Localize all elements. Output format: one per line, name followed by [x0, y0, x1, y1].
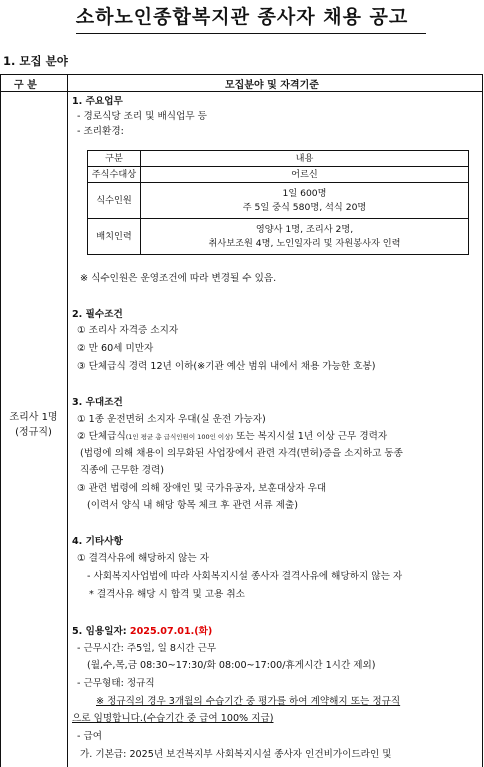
inner-header-value: 내용 — [141, 151, 469, 167]
appointment-heading-row — [72, 625, 480, 638]
preferred-item-2c: (법령에 의해 채용이 의무화된 사업장에서 관련 자격(면허)증을 소지하고 동종 — [80, 448, 403, 459]
inner-row2-value — [141, 183, 469, 219]
other-item-3: * 결격사유 해당 시 합격 및 고용 취소 — [89, 589, 245, 600]
appointment-heading: 5. 임용일자: — [72, 626, 130, 637]
required-heading: 2. 필수조건 — [72, 309, 123, 320]
inner-row1-value: 어르신 — [141, 167, 469, 183]
other-item-2: - 사회복지사업법에 따라 사회복지시설 종사자 결격사유에 해당하지 않는 자 — [87, 571, 403, 582]
required-item-2: ② 만 60세 미만자 — [77, 343, 154, 354]
section-heading: 1. 모집 분야 — [3, 54, 68, 68]
inner-row3-line1: 영양사 1명, 조리사 2명, — [255, 223, 354, 235]
inner-header-key: 구분 — [88, 151, 141, 167]
duty-item-2: - 조리환경: — [77, 126, 124, 137]
header-category: 구 분 — [14, 80, 37, 91]
header-criteria: 모집분야 및 자격기준 — [225, 80, 319, 91]
inner-row3-line2: 취사보조원 4명, 노인일자리 및 자원봉사자 인력 — [208, 237, 401, 249]
page-title-block — [0, 4, 484, 32]
appointment-pay-detail: 가. 기본급: 2025년 보건복지부 사회복지시설 종사자 인건비가이드라인 및 — [80, 749, 392, 760]
preferred-item-2b: 또는 복지시설 1년 이상 근무 경력자 — [233, 431, 388, 442]
appointment-pay: - 급여 — [77, 731, 103, 742]
required-item-1: ① 조리사 자격증 소지자 — [77, 325, 179, 336]
preferred-item-1: ① 1종 운전면허 소지자 우대(실 운전 가능자) — [77, 414, 266, 425]
position-name: 조리사 1명 — [9, 412, 58, 423]
appointment-hours: - 근무시간: 주5일, 일 8시간 근무 — [77, 643, 217, 654]
appointment-type-note-1: ※ 정규직의 경우 3개월의 수습기간 중 평가를 하여 계약해지 또는 정규직 — [96, 696, 401, 707]
preferred-item-2a: ② 단체급식 — [77, 431, 126, 442]
preferred-item-2-small: (1인 평균 총 급식인원이 100인 이상) — [125, 433, 234, 441]
inner-row2-line2: 주 5일 중식 580명, 석식 20명 — [242, 201, 367, 213]
duty-note: ※ 식수인원은 운영조건에 따라 변경될 수 있음. — [80, 273, 277, 284]
inner-row3-key: 배치인력 — [88, 219, 141, 255]
inner-row1-key: 주식수대상 — [88, 167, 141, 183]
other-item-1: ① 결격사유에 해당하지 않는 자 — [77, 553, 210, 564]
page-title: 소하노인종합복지관 종사자 채용 공고 — [75, 6, 409, 28]
preferred-item-2d: 직종에 근무한 경력) — [80, 465, 164, 476]
appointment-type-note-2: 으로 임명합니다.(수습기간 중 급여 100% 지급) — [72, 713, 274, 724]
position-cell — [0, 410, 67, 440]
kitchen-environment-table — [87, 150, 469, 255]
title-underline — [76, 33, 426, 34]
preferred-item-2 — [77, 430, 484, 444]
required-item-3: ③ 단체급식 경력 12년 이하(※기관 예산 범위 내에서 채용 가능한 호봉) — [77, 361, 376, 372]
inner-row3-value — [141, 219, 469, 255]
other-heading: 4. 기타사항 — [72, 536, 123, 547]
column-divider — [67, 74, 68, 767]
duty-heading: 1. 주요업무 — [72, 96, 123, 107]
preferred-item-3: ③ 관련 법령에 의해 장애인 및 국가유공자, 보훈대상자 우대 — [77, 483, 327, 494]
appointment-hours-detail: (월,수,목,금 08:30~17:30/화 08:00~17:00/휴게시간 1시간 제외) — [87, 660, 376, 671]
preferred-item-3-note: (이력서 양식 내 해당 항목 체크 후 관련 서류 제출) — [87, 500, 299, 511]
inner-row2-line1: 1일 600명 — [282, 187, 327, 199]
position-type: (정규직) — [15, 427, 52, 438]
appointment-date: 2025.07.01.(화) — [129, 626, 213, 637]
preferred-heading: 3. 우대조건 — [72, 397, 123, 408]
table-header-row — [0, 74, 483, 92]
duty-item-1: - 경로식당 조리 및 배식업무 등 — [77, 111, 207, 122]
inner-row2-key: 식수인원 — [88, 183, 141, 219]
appointment-type: - 근무형태: 정규직 — [77, 678, 155, 689]
